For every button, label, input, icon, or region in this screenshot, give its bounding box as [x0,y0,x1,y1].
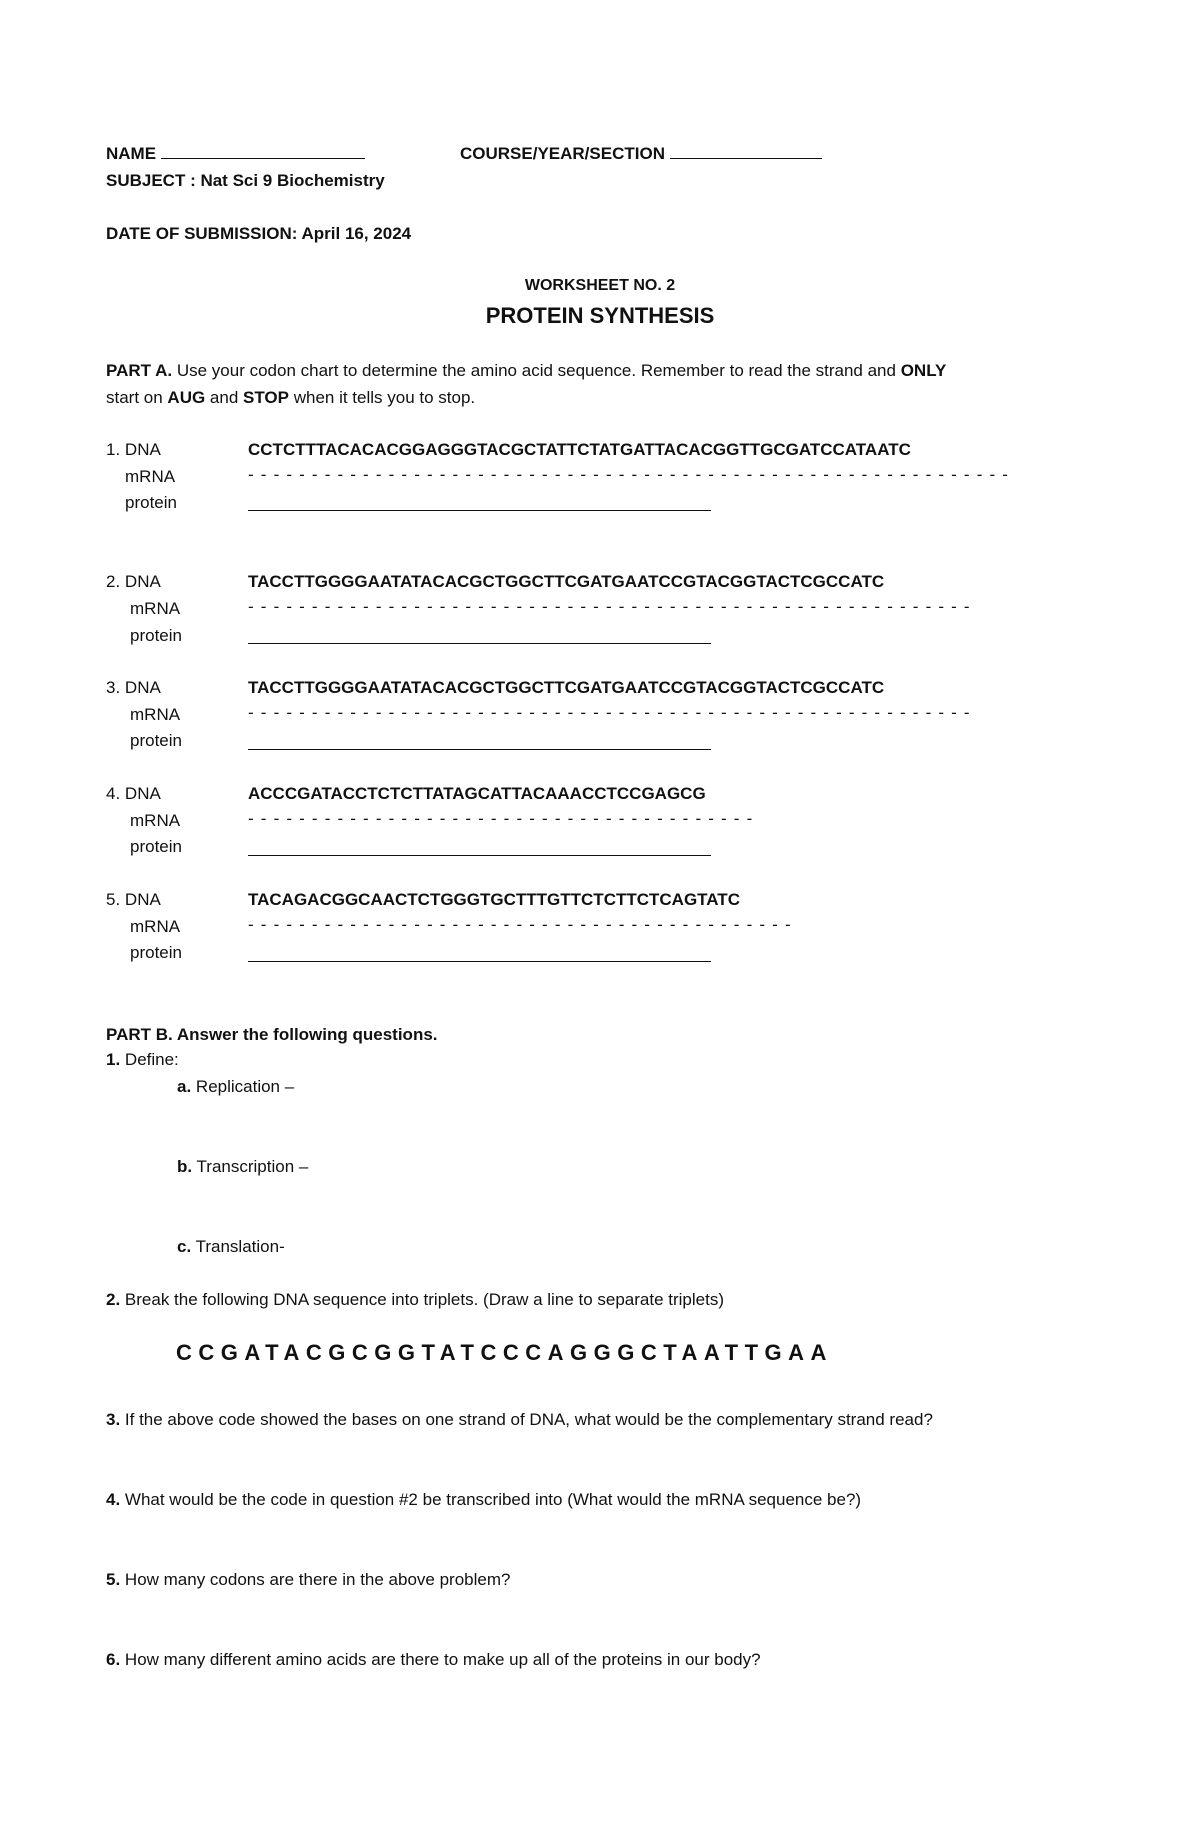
dna-sequence: CCTCTTTACACACGGAGGGTACGCTATTCTATGATTACACGGTTGCGATCCATAATC [248,440,911,459]
dna-sequence-triplets: CCGATACGCGGTATCCCAGGGCTAATTGAA [176,1340,833,1365]
part-b-heading: PART B. Answer the following questions. [106,1025,438,1044]
dna-sequence: TACCTTGGGGAATATACACGCTGGCTTCGATGAATCCGTACGGTACTCGCCATC [248,678,885,697]
mrna-blank[interactable]: - - - - - - - - - - - - - - - - - - - - - - - - - - - - - - - - - - - - - - - - - - - - - - - - - - - - - - - - - - - - [248,465,1010,484]
mrna-blank[interactable]: - - - - - - - - - - - - - - - - - - - - - - - - - - - - - - - - - - - - - - - - - - - - - - - - - - - - - - - - - [248,597,971,616]
item-dna-label: 2. DNA [106,572,161,591]
question-1a: a. Replication – [177,1077,295,1096]
item-dna-label: 3. DNA [106,678,161,697]
name-label: NAME [106,144,365,164]
question-2: 2. Break the following DNA sequence into triplets. (Draw a line to separate triplets) [106,1290,724,1309]
date-of-submission: DATE OF SUBMISSION: April 16, 2024 [106,224,412,243]
protein-label: protein [130,626,182,645]
subject-line: SUBJECT : Nat Sci 9 Biochemistry [106,171,385,190]
item-dna-label: 1. DNA [106,440,161,459]
protein-blank[interactable] [248,510,711,511]
question-1b: b. Transcription – [177,1157,309,1176]
dna-sequence: TACCTTGGGGAATATACACGCTGGCTTCGATGAATCCGTACGGTACTCGCCATC [248,572,885,591]
protein-label: protein [130,837,182,856]
question-1: 1. Define: [106,1050,179,1069]
question-5: 5. How many codons are there in the above problem? [106,1570,511,1589]
question-6: 6. How many different amino acids are there to make up all of the proteins in our body? [106,1650,761,1669]
question-3: 3. If the above code showed the bases on one strand of DNA, what would be the complementary strand read? [106,1410,933,1429]
protein-label: protein [130,731,182,750]
question-1c: c. Translation- [177,1237,285,1256]
mrna-blank[interactable]: - - - - - - - - - - - - - - - - - - - - - - - - - - - - - - - - - - - - - - - - - - - [248,915,792,934]
protein-blank[interactable] [248,643,711,644]
worksheet-title: PROTEIN SYNTHESIS [485,303,715,328]
protein-blank[interactable] [248,855,711,856]
mrna-label: mRNA [130,917,181,936]
protein-blank[interactable] [248,749,711,750]
dna-sequence: TACAGACGGCAACTCTGGGTGCTTTGTTCTCTTCTCAGTATC [248,890,740,909]
name-blank[interactable] [161,144,365,159]
mrna-blank[interactable]: - - - - - - - - - - - - - - - - - - - - - - - - - - - - - - - - - - - - - - - - - - - - - - - - - - - - - - - - - [248,703,971,722]
part-a-instructions-line1: PART A. Use your codon chart to determine the amino acid sequence. Remember to read the strand and ONLY [106,361,947,380]
protein-label: protein [130,943,182,962]
mrna-label: mRNA [130,705,181,724]
protein-label: protein [125,493,177,512]
protein-blank[interactable] [248,961,711,962]
course-label: COURSE/YEAR/SECTION [460,144,822,164]
mrna-label: mRNA [130,599,181,618]
item-dna-label: 4. DNA [106,784,161,803]
question-4: 4. What would be the code in question #2 be transcribed into (What would the mRNA sequence be?) [106,1490,862,1509]
course-blank[interactable] [670,144,822,159]
item-dna-label: 5. DNA [106,890,161,909]
mrna-label: mRNA [125,467,176,486]
dna-sequence: ACCCGATACCTCTCTTATAGCATTACAAACCTCCGAGCG [248,784,706,803]
part-a-instructions-line2: start on AUG and STOP when it tells you to stop. [106,388,476,407]
mrna-label: mRNA [130,811,181,830]
mrna-blank[interactable]: - - - - - - - - - - - - - - - - - - - - - - - - - - - - - - - - - - - - - - - - [248,809,754,828]
worksheet-number: WORKSHEET NO. 2 [524,277,676,294]
